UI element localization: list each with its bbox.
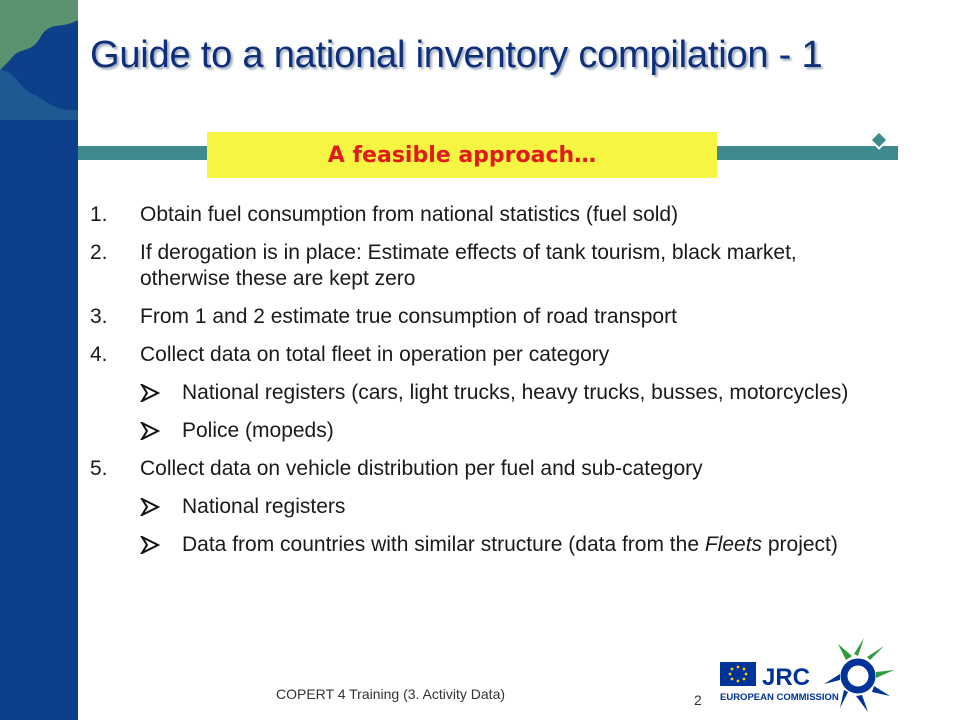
sub-item <box>90 380 890 406</box>
arrow-bullet-icon <box>140 498 160 516</box>
sub-item-text: National registers (cars, light trucks, heavy trucks, busses, motorcycles) <box>182 381 849 404</box>
arrow-bullet-icon <box>140 536 160 554</box>
sub-item <box>90 418 890 444</box>
item-number: 4. <box>90 343 108 366</box>
banner-rule-left <box>78 146 218 160</box>
item-text: From 1 and 2 estimate true consumption of road transport <box>140 305 677 328</box>
arrow-bullet-icon <box>140 422 160 440</box>
left-decorative-band <box>0 0 78 720</box>
list-item <box>90 342 890 368</box>
item-text: Collect data on vehicle distribution per fuel and sub-category <box>140 457 703 480</box>
sub-item-text: National registers <box>182 495 346 518</box>
sub-item-text <box>182 533 838 556</box>
list-item <box>90 304 890 330</box>
sub-item-text-part: project) <box>762 533 838 556</box>
sub-item-text: Police (mopeds) <box>182 419 334 442</box>
fleets-emphasis: Fleets <box>704 533 763 556</box>
item-number: 3. <box>90 305 108 328</box>
banner-rule-right <box>716 146 898 160</box>
banner-approach: A feasible approach… <box>207 132 717 178</box>
item-number: 1. <box>90 203 108 226</box>
sub-item <box>90 494 890 520</box>
list-item <box>90 456 890 482</box>
footer-text: COPERT 4 Training (3. Activity Data) <box>276 686 506 702</box>
sub-item <box>90 532 890 558</box>
item-text: Collect data on total fleet in operation per category <box>140 343 610 366</box>
steps-list <box>90 202 890 570</box>
arrow-bullet-icon <box>140 384 160 402</box>
list-item <box>90 240 890 292</box>
item-text: Obtain fuel consumption from national statistics (fuel sold) <box>140 203 679 226</box>
map-decoration-icon <box>0 0 78 120</box>
sub-item-text-part: Data from countries with similar structure (data from the <box>182 533 705 556</box>
item-text: If derogation is in place: Estimate effects of tank tourism, black market, otherwise these are kept zero <box>140 241 797 290</box>
list-item <box>90 202 890 228</box>
slide-title: Guide to a national inventory compilation - 1 <box>90 34 823 76</box>
jrc-text: JRC <box>762 664 811 691</box>
commission-text: EUROPEAN COMMISSION <box>720 692 839 703</box>
item-number: 2. <box>90 241 108 264</box>
jrc-logo-icon <box>718 630 898 716</box>
page-number: 2 <box>694 692 702 708</box>
item-number: 5. <box>90 457 108 480</box>
